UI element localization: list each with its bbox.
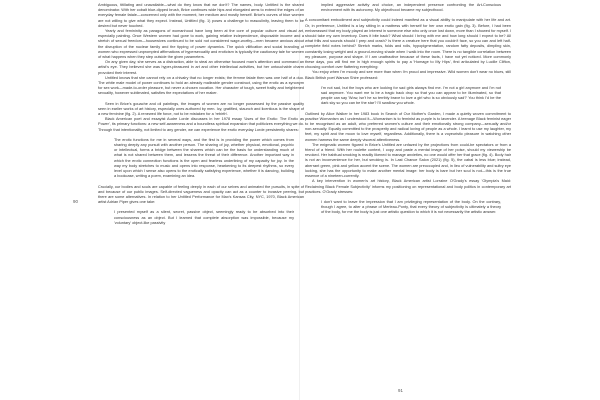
paragraph: On any given day, she serves as a distraction, able to steal an otherwise focused man's attention and command an artist's eye. They believed she was hyper-pleasured in art and other intellectual activities, but her untouchable charm provoked their interest. [98, 60, 304, 75]
block-quote [321, 86, 501, 107]
paragraph: A concomitant embodiment and subjectivity could indeed manifest as a visual ability to manipulate with her life and art. Or, in preference, Untitled is a lay sitting in a mattress with herself for her own erotic gain (fig. 3). Before, I had been embarrassed that my body played an interest in someone else who only once lost down, more than I showed for myself. I should take my own inventory. Does it bite back? What should I bring with me and how long should I expect to be? All what frills and sounds should I prep and crash? Is there a creature here that you couldn't face, so you can and left half-complete field notes behind? Stretch marks, folds and rolls, hypopigmentation, random fatty deposits, dimpling skin, constantly losing weight and a ground-moving shade when I walk into the room. There is no tangible correlation between my pleasure, purpose and shape. If I am unattractive because of these facts, I have not yet noticed. More commonly these days, you will find me in high enough spirits to pay a 'Homage to My Hips', first articulated by Lucille Clifton, choosing comfort over flattering everything: [305, 18, 511, 70]
paragraph: Black American poet and essayist Audre Lorde discusses in her 1978 essay 'Uses of the Erotic: The Erotic as Power', its primary functions: a new self-awareness and a boundless spiritual expansion that politicizes everything we do. Through that intentionality, not limited to any gender, we can experience the erotic everyday Lorde persistently shares: [98, 117, 304, 132]
paragraph: You enjoy when I'm moody and see more than when I'm proud and impressive. Wild women don't wear no blues, still Black British poet Warsan Shire professed: [305, 70, 511, 80]
quote-text: implied aggressive activity and choice, an independent presence confronting the Art-Conscious environment with its autonomy. My objecthood became my subjecthood. [321, 3, 501, 13]
paragraph: A key intervention in women's art history, Black American artist Lorraine O'Grady's essay 'Olympia's Maid: Reclaiming Black Female Subjectivity' informs my positioning on representational and body politics in contemporary art practices. O'Grady stresses: [305, 179, 511, 194]
paragraph: Untitled knows that she cannot rely on a chivalry that no longer exists; the femme fatale then was one half of a duo. The white male model of power continues to hold an already malleable gender construct, using the erotic as a synonym for sex work—made-to-order pleasure, but never a chosen vocation. Her character of tough, sweet frailty and heightened sexuality, however sublimated, satisfies the expectations of her maker. [98, 75, 304, 96]
paragraph: Outlined by Alice Walker in her 1983 book In Search of Our Mother's Garden, I made a quietly woven commitment to practise Womanism as I understood it—Womanism is to feminist as purple is to lavender. A teenage Black feminist eager to be recognised as an adult, who preferred women's culture and their emotionally strong company—sexually and/or non-sexually. Equally committed to the prosperity and radical loving of people as a whole. I learnt to use my laughter, my feet, my spirit and the moon to love myself, regardless. Additionally, there is a voyeuristic pleasure in watching other women harness the same deeply visceral attentiveness. [305, 111, 511, 142]
quote-text: The erotic functions for me in several ways, and the first is in providing the power which comes from sharing deeply any pursuit with another person. The sharing of joy, whether physical, emotional, psychic or intellectual, forms a bridge between the sharers which can be the basis for understanding much of what is not shared between them, and lessens the threat of their difference. Another important way in which the erotic connection functions is the open and fearless underlining of my capacity for joy. In the way my body stretches to music and opens into response, hearkening to its deepest rhythms, so every level upon which I sense also opens to the erotically satisfying experience, whether it is dancing, building a bookcase, writing a poem, examining an idea. [114, 137, 294, 179]
left-page-number: 90 [73, 199, 78, 204]
quote-text: I'm not sad, but the boys who are looking for sad girls always find me. I'm not a girl anymore and I'm not sad anymore. You want me to be a tragic back drop so that you can appear to be illuminated, so that people can say 'Wow, isn't he so terribly brave to love a girl who is so obviously sad?' You think I'd be the dark sky so you can be the star? I'll swallow you whole. [321, 85, 501, 106]
block-quote-continued [321, 3, 501, 13]
quote-text: I presented myself as a silent, secret, passive object, seemingly ready to be absorbed into their consciousness as an object. But I learned that complete absorption was impossible, because my 'voluntary' object-like passivity [114, 210, 294, 225]
block-quote [321, 200, 501, 216]
paragraph: Ambiguous, titillating and unavailable—what do they know that we don't? The names, body. Untitled is the shared denominator. With her cobalt blue-dipped brush, Brice continues wide hips and elongated arms to extend the edges of an everyday female fatale—concerned only with the moment, her medium and mostly herself. Brice's curves of blue women are not willing to give what they expect. Instead, Untitled (fig. 1) poses a challenge to masculinity, leaving them to be desired but never touched. [98, 3, 304, 28]
right-page-number: 91 [398, 388, 403, 393]
block-quote [114, 138, 294, 180]
paragraph: Crucially, our bodies and souls are capable of feeling deeply in each of our selves and animated the pursuits, in spite of and because of our public images. Self-directed vagueness and opacity can act as a counter to invasive peering, but there are some alternatives. In relation to her Untitled Performance for Max's Kansas City, NYC, 1970, Black American artist Adrian Piper gives one take: [98, 184, 304, 205]
left-page-text [98, 3, 304, 231]
right-page-text [305, 3, 511, 221]
block-quote [114, 210, 294, 226]
paragraph: Yearly and femininity as paragons of womanhood have long been at the core of popular culture and visual art, especially painting. Once Western women had gone to work, gaining relative independence, disposable income and a stretch of sexual freedom—housewives continued to be sold not considered wage-worthy—men became anxious about the disruption of the nuclear family and the tipping of power dynamics. The quick vilification and social branding of women who expressed unprompted affirmations of hypersexuality and eroticism is typically the cautionary tale for women of what happens when they step outside the given parameters. [98, 29, 304, 60]
paragraph: Seen in Brice's gouache and oil paintings, the images of women are no longer possessed by the passive quality seen in earlier works of art history, especially ones authored by men. Icy, gratified, staunch and licentious is the shape of a new feminine (fig. 2). A renewed life force, not to be mistaken for a 'rebirth'. [98, 101, 304, 117]
quote-text: I don't want to leave the impression that I am privileging representation of the body. On the contrary, though I agree, to alter a phrase of Merleau-Ponty, that every theory of subjectivity is ultimately a theory of the body, for me the body is just one artistic question to which it is not necessarily the artistic answer. [321, 199, 501, 215]
paragraph: The enigmatic women figured in Brice's Untitled are unfazed by the projections from could-be spectators or from a friend of a friend. With her roulette context, I copy and paste a mental image of her poise, should my viewership be revoked. Her habitual smoking is readily likened to manage anxieties, no one would offer her that grace (fig. 4). Body hair is not an inconvenience for her, but smoking is. In Last Chance Salon (2021) (fig. 5), the cabal is less blue; instead, aberrant green, pink and yellow accent the scene. The women are preoccupied and, in lieu of vulnerability and sultry eye locking, she has the opportunity to make another mental image: her body is bare but her soul is not—this is the true essence of a nineteen-currently. [305, 142, 511, 179]
